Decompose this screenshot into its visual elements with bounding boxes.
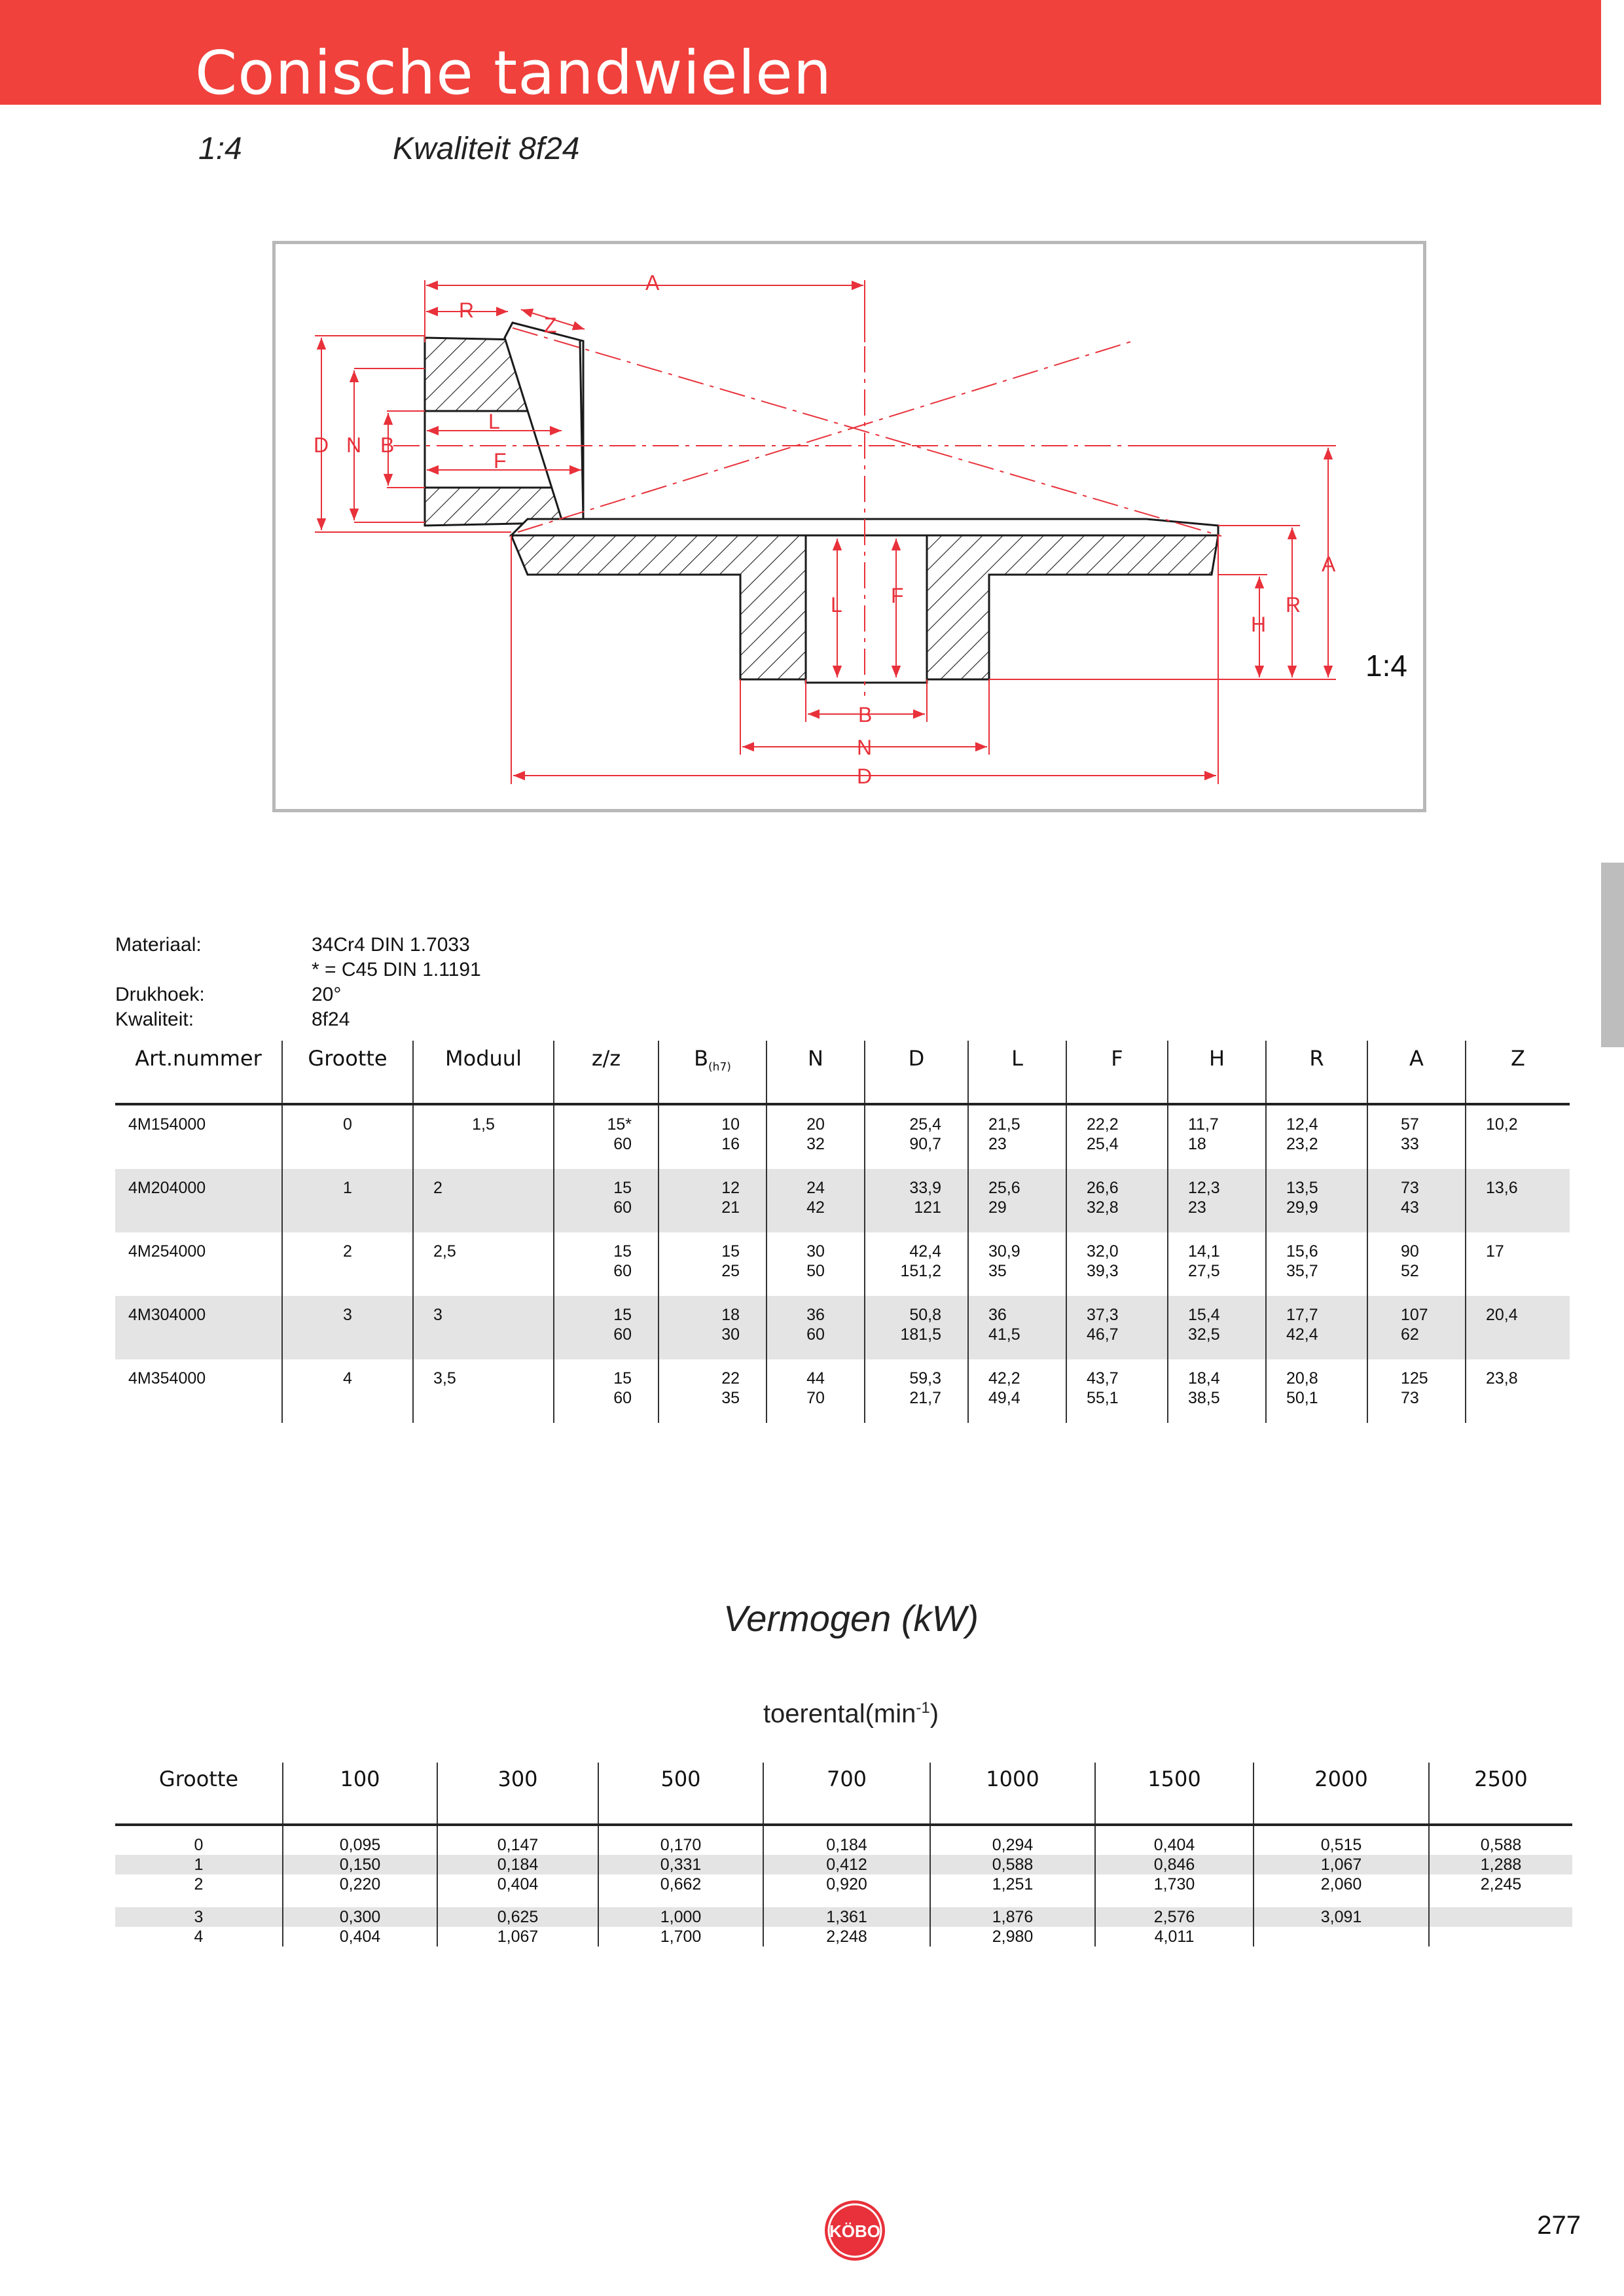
table-row: 4 0,404 1,067 1,700 2,248 2,980 4,011 [115, 1927, 1572, 1946]
col-header-zz: z/z [554, 1041, 659, 1104]
quality-subtitle: Kwaliteit 8f24 [393, 132, 580, 166]
dim-label-n-left: N [346, 433, 362, 457]
spec-label: Kwaliteit: [115, 1009, 194, 1030]
spec-value: 34Cr4 DIN 1.7033 [312, 934, 470, 956]
table-row: 4M304000 3 3 15 60 18 30 36 60 50,8 181,5 36 41,5 37,3 46,7 15,4 32,5 17,7 42,4 107 62 20,4 [115, 1296, 1570, 1359]
col-header-rpm: 1500 [1095, 1763, 1254, 1825]
page-number: 277 [1537, 2211, 1581, 2240]
table-row: 1 0,150 0,184 0,331 0,412 0,588 0,846 1,067 1,288 [115, 1855, 1572, 1874]
col-header-grootte: Grootte [115, 1763, 283, 1825]
dim-label-b-bottom: B [858, 703, 873, 726]
table-spacer-row [115, 1894, 1572, 1907]
col-header-moduul: Moduul [413, 1041, 554, 1104]
ratio-subtitle: 1:4 [198, 132, 242, 166]
table-header-row [115, 1041, 1570, 1104]
col-header-f: F [1066, 1041, 1168, 1104]
kobo-logo [822, 2198, 888, 2263]
col-header-l: L [968, 1041, 1066, 1104]
pinion-gear [425, 323, 583, 526]
spec-label: Drukhoek: [115, 984, 205, 1005]
table-row: 3 0,300 0,625 1,000 1,361 1,876 2,576 3,091 [115, 1907, 1572, 1927]
col-header-art: Art.nummer [115, 1041, 282, 1104]
col-header-rpm: 500 [598, 1763, 763, 1825]
col-header-d: D [865, 1041, 968, 1104]
col-header-grootte: Grootte [282, 1041, 413, 1104]
power-section-title: Vermogen (kW) [723, 1598, 979, 1639]
dim-label-d-bottom: D [857, 764, 873, 788]
table-header-row [115, 1763, 1572, 1825]
dim-label-f-left: F [494, 449, 507, 473]
drawing-scale: 1:4 [1365, 649, 1407, 683]
spec-label: Materiaal: [115, 934, 202, 956]
col-header-rpm: 100 [283, 1763, 437, 1825]
col-header-rpm: 2500 [1429, 1763, 1572, 1825]
spec-value: * = C45 DIN 1.1191 [312, 959, 481, 980]
power-table [115, 1763, 1572, 1946]
dim-label-l-left: L [488, 410, 500, 433]
col-header-rpm: 1000 [930, 1763, 1095, 1825]
table-row: 4M204000 1 2 15 60 12 21 24 42 33,9 121 25,6 29 26,6 32,8 12,3 23 13,5 29,9 73 43 13,6 [115, 1169, 1570, 1232]
dim-label-a-top: A [645, 271, 660, 295]
rpm-label: $toerental(\min^{-1})$ [763, 1699, 939, 1729]
gear-dimensions-table [115, 1041, 1570, 1423]
table-row: 4M254000 2 2,5 15 60 15 25 30 50 42,4 151,2 30,9 35 32,0 39,3 14,1 27,5 15,6 35,7 90 52 17 [115, 1232, 1570, 1296]
header-bar [0, 0, 1601, 108]
col-header-rpm: 700 [763, 1763, 930, 1825]
gear-drawing [272, 241, 1426, 812]
col-header-rpm: 300 [437, 1763, 598, 1825]
col-header-b: $B_{(h7)}$ [659, 1041, 767, 1104]
page-title: Conische tandwielen [195, 38, 833, 108]
svg-text:KÖBO: KÖBO [829, 2221, 880, 2241]
col-header-h: H [1168, 1041, 1266, 1104]
dim-label-n-bottom: N [857, 736, 873, 759]
col-header-a: A [1367, 1041, 1466, 1104]
table-row: 0 0,095 0,147 0,170 0,184 0,294 0,404 0,515 0,588 [115, 1825, 1572, 1855]
side-tab [1601, 863, 1624, 1047]
dim-label-r-top: R [459, 298, 475, 322]
dim-label-a-right: A [1322, 552, 1336, 576]
table-row: 2 0,220 0,404 0,662 0,920 1,251 1,730 2,060 2,245 [115, 1874, 1572, 1894]
col-header-rpm: 2000 [1254, 1763, 1429, 1825]
dim-label-z: Z [544, 314, 557, 337]
dim-label-l-center: L [831, 593, 842, 617]
col-header-n: N [767, 1041, 865, 1104]
spec-value: 20° [312, 984, 342, 1005]
table-row: 4M154000 0 1,5 15* 60 10 16 20 32 25,4 90,7 21,5 23 22,2 25,4 11,7 18 12,4 23,2 57 33 10,2 [115, 1104, 1570, 1169]
dim-label-b-left: B [380, 433, 395, 457]
dim-label-r-right: R [1286, 593, 1301, 617]
col-header-z: Z [1466, 1041, 1570, 1104]
dim-label-h: H [1251, 613, 1267, 636]
col-header-r: R [1266, 1041, 1367, 1104]
spec-value: 8f24 [312, 1009, 350, 1030]
table-row: 4M354000 4 3,5 15 60 22 35 44 70 59,3 21,7 42,2 49,4 43,7 55,1 18,4 38,5 20,8 50,1 125 73 23,8 [115, 1359, 1570, 1423]
dim-label-f-center: F [891, 584, 904, 607]
dim-label-d-left: D [314, 433, 329, 457]
